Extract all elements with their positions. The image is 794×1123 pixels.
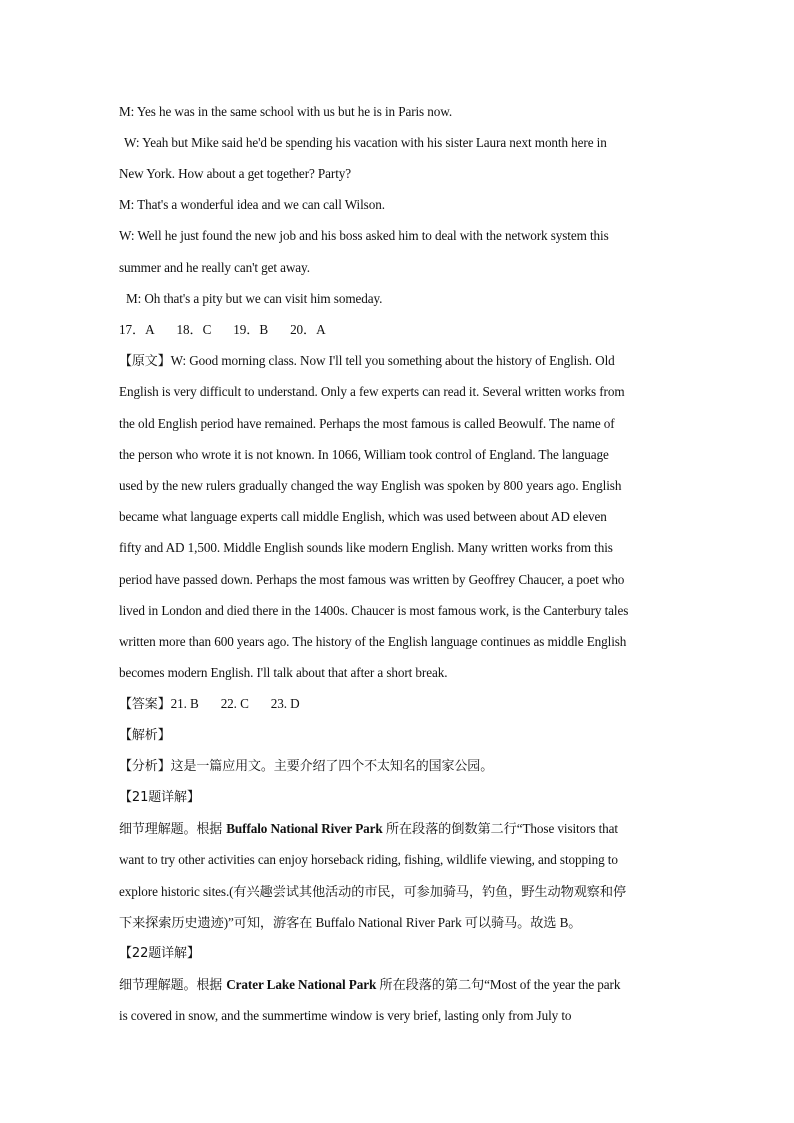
q21-line-1: 细节理解题。根据 Buffalo National River Park 所在段落的倒数第二行“Those visitors that xyxy=(119,821,618,837)
q21-heading: 【21题详解】 xyxy=(119,790,200,805)
dialogue-line-6: summer and he really can't get away. xyxy=(119,260,310,275)
analysis-heading: 【解析】 xyxy=(119,728,171,743)
transcript-line-3: the old English period have remained. Perhaps the most famous is called Beowulf. The name of xyxy=(119,416,615,431)
q22-heading: 【22题详解】 xyxy=(119,946,200,961)
answer-19: 19．B xyxy=(233,322,269,337)
park-name-crater-lake: Crater Lake National Park xyxy=(226,977,377,992)
transcript-label: 【原文】 xyxy=(119,354,171,369)
transcript-line-6: became what language experts call middle English, which was used between about AD eleven xyxy=(119,509,607,524)
q21-line-2: want to try other activities can enjoy horseback riding, fishing, wildlife viewing, and stopping to xyxy=(119,852,618,867)
answer-22: 22. C xyxy=(220,696,249,711)
answers-17-20 xyxy=(119,320,679,340)
transcript-line-4: the person who wrote it is not known. In 1066, William took control of England. The language xyxy=(119,447,609,462)
dialogue-line-5: W: Well he just found the new job and his boss asked him to deal with the network system this xyxy=(119,228,609,243)
dialogue-line-2: W: Yeah but Mike said he'd be spending his vacation with his sister Laura next month here in xyxy=(124,135,607,150)
transcript-line-10: written more than 600 years ago. The history of the English language continues as middle English xyxy=(119,634,627,649)
transcript-line-2: English is very difficult to understand. Only a few experts can read it. Several written works from xyxy=(119,384,625,399)
answer-key xyxy=(119,694,679,715)
transcript-line-8: period have passed down. Perhaps the most famous was written by Geoffrey Chaucer, a poet who xyxy=(119,572,625,587)
answer-key-label: 【答案】 xyxy=(119,697,171,712)
q21-line-4: 下来探索历史遗迹)”可知，游客在 Buffalo National River Park 可以骑马。故选 B。 xyxy=(119,915,582,930)
dialogue-line-1: M: Yes he was in the same school with us but he is in Paris now. xyxy=(119,104,453,119)
transcript-line-9: lived in London and died there in the 1400s. Chaucer is most famous work, is the Canterbury tales xyxy=(119,603,629,618)
dialogue-line-4: M: That's a wonderful idea and we can call Wilson. xyxy=(119,197,385,212)
answer-23: 23. D xyxy=(270,696,300,711)
analysis-summary: 【分析】这是一篇应用文。主要介绍了四个不太知名的国家公园。 xyxy=(119,759,494,774)
transcript-line-5: used by the new rulers gradually changed the way English was spoken by 800 years ago. English xyxy=(119,478,622,493)
answer-17: 17．A xyxy=(119,322,155,337)
answer-20: 20．A xyxy=(290,322,326,337)
q22-line-2: is covered in snow, and the summertime window is very brief, lasting only from July to xyxy=(119,1008,572,1023)
transcript-line-7: fifty and AD 1,500. Middle English sounds like modern English. Many written works from this xyxy=(119,540,613,555)
dialogue-line-7: M: Oh that's a pity but we can visit him someday. xyxy=(126,291,383,306)
answer-18: 18．C xyxy=(176,322,212,337)
park-name-buffalo: Buffalo National River Park xyxy=(226,821,383,836)
q22-line-1: 细节理解题。根据 Crater Lake National Park 所在段落的第二句“Most of the year the park xyxy=(119,977,621,993)
dialogue-line-3: New York. How about a get together? Party? xyxy=(119,166,352,181)
q21-line-3: explore historic sites.(有兴趣尝试其他活动的市民，可参加骑马，钓鱼，野生动物观察和停 xyxy=(119,884,627,899)
answer-21: 21. B xyxy=(170,696,199,711)
transcript-line-1: 【原文】W: Good morning class. Now I'll tell you something about the history of English. Old xyxy=(119,353,615,369)
transcript-line-11: becomes modern English. I'll talk about that after a short break. xyxy=(119,665,448,680)
analysis-summary-label: 【分析】 xyxy=(119,759,171,774)
